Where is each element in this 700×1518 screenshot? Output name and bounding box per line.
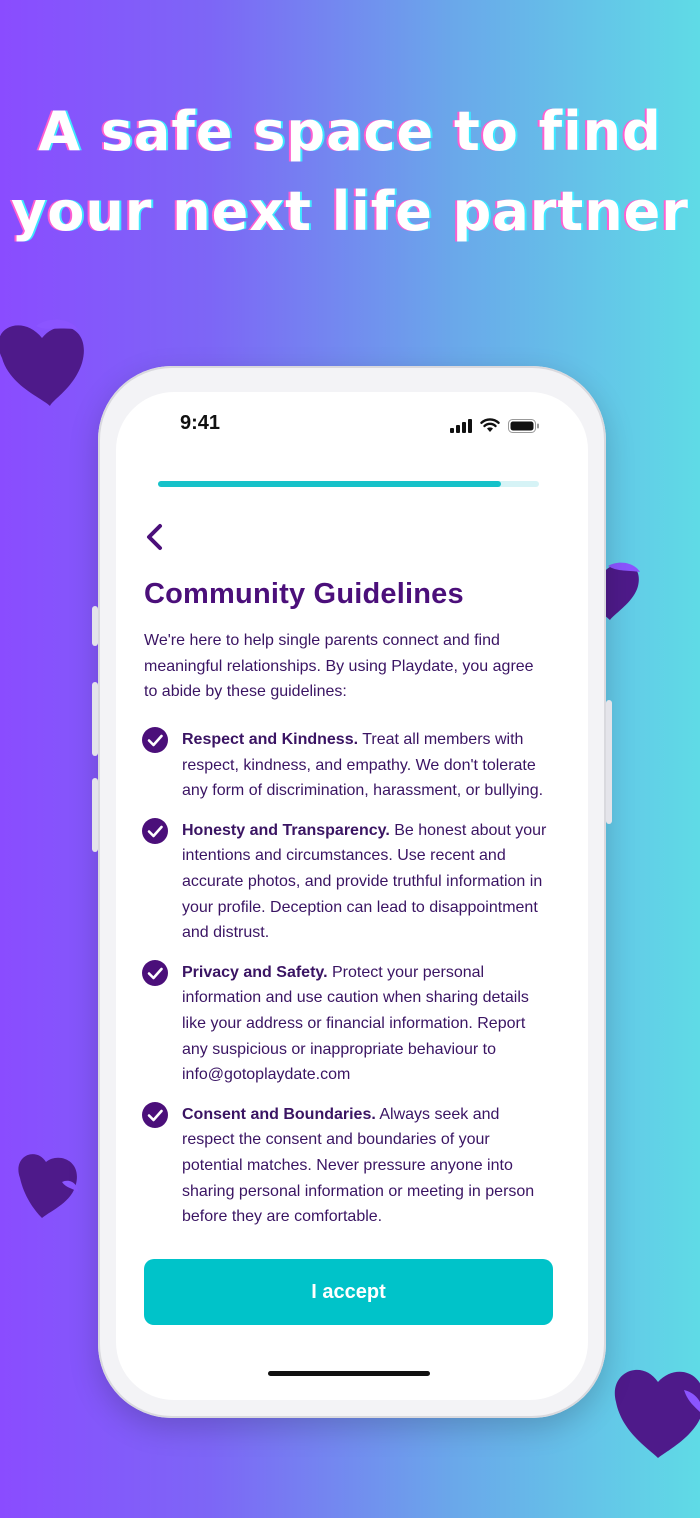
guideline-text [182, 727, 554, 804]
list-item [142, 818, 562, 946]
list-item [142, 727, 562, 804]
list-item [142, 1102, 562, 1230]
check-circle-icon [142, 727, 168, 753]
status-icons [450, 418, 540, 433]
wifi-icon [480, 418, 500, 433]
guideline-heading: Privacy and Safety. [182, 963, 328, 981]
back-chevron-icon[interactable] [140, 520, 170, 554]
intro-text: We're here to help single parents connect and find meaningful relationships. By using Playdate, you agree to abide by these guidelines: [144, 632, 534, 700]
guideline-body: Treat all members with respect, kindness, and empathy. We don't tolerate any form of discrimination, harassment, or bullying. [182, 731, 544, 800]
home-indicator[interactable] [268, 1371, 430, 1376]
headline [0, 92, 700, 252]
check-circle-icon [142, 1102, 168, 1128]
guideline-text [182, 960, 554, 1088]
phone-volume-down [92, 778, 98, 852]
phone-power-button [606, 700, 612, 824]
signal-icon [450, 419, 472, 433]
accept-button[interactable]: I accept [144, 1259, 553, 1325]
guidelines-list[interactable] [142, 727, 562, 1237]
guideline-body: Be honest about your intentions and circumstances. Use recent and accurate photos, and provide truthful information in your profile. Deception can lead to disappointment and distrust. [182, 821, 547, 942]
headline-line-2: your next life partner [11, 180, 689, 243]
progress-bar [158, 481, 539, 487]
progress-fill [158, 481, 501, 487]
battery-icon [508, 419, 540, 433]
guideline-body: Always seek and respect the consent and boundaries of your potential matches. Never pressure anyone into sharing personal information or meeting in person before they are comfortable. [182, 1105, 535, 1226]
phone-mute-switch [92, 606, 98, 646]
guideline-heading: Honesty and Transparency. [182, 821, 390, 839]
guideline-heading: Consent and Boundaries. [182, 1105, 376, 1123]
phone-volume-up [92, 682, 98, 756]
check-circle-icon [142, 818, 168, 844]
headline-line-1: A safe space to find [38, 100, 662, 163]
status-time: 9:41 [180, 412, 221, 434]
guideline-text [182, 818, 554, 946]
guideline-heading: Respect and Kindness. [182, 731, 359, 748]
check-circle-icon [142, 960, 168, 986]
heart-icon [0, 318, 92, 408]
guideline-text [182, 1102, 554, 1230]
guideline-body: Protect your personal information and use caution when sharing details like your address or financial information. Report any suspicious or inappropriate behaviour to info@gotoplaydate.com [182, 963, 529, 1084]
heart-icon [12, 1148, 84, 1220]
page-title: Community Guidelines [144, 578, 464, 610]
phone-screen [116, 392, 588, 1400]
heart-icon [608, 1362, 700, 1460]
list-item [142, 960, 562, 1088]
